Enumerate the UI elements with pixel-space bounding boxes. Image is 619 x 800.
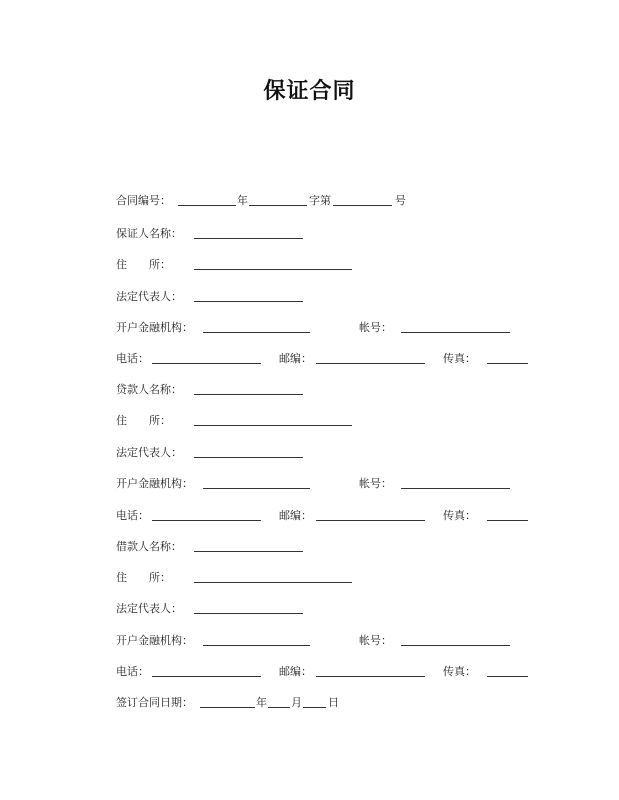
borrower-phone-label: 电话： — [116, 665, 149, 678]
contract-number-row — [0, 191, 619, 211]
lender-address-field[interactable] — [194, 425, 352, 426]
lender-bank-label: 开户金融机构： — [116, 477, 193, 490]
lender-postcode-field[interactable] — [316, 520, 425, 521]
borrower-address-label: 住 所： — [116, 571, 171, 584]
borrower-contact-row — [0, 662, 619, 682]
guarantor-account-label: 帐号： — [359, 321, 392, 334]
guarantor-bank-label: 开户金融机构： — [116, 321, 193, 334]
guarantor-phone-field[interactable] — [152, 363, 261, 364]
borrower-name-label: 借款人名称： — [116, 540, 182, 553]
guarantor-address-row — [0, 255, 619, 275]
lender-phone-label: 电话： — [116, 509, 149, 522]
borrower-postcode-label: 邮编： — [279, 665, 312, 678]
guarantor-fax-label: 传真： — [443, 352, 476, 365]
lender-bank-field[interactable] — [203, 488, 310, 489]
lender-bank-row — [0, 474, 619, 494]
signing-date-label: 签订合同日期： — [116, 696, 193, 709]
contract-number-year-field[interactable] — [178, 205, 236, 206]
lender-address-row — [0, 411, 619, 431]
signing-date-row — [0, 693, 619, 713]
lender-name-field[interactable] — [194, 394, 303, 395]
document-title: 保证合同 — [263, 78, 356, 104]
lender-name-label: 贷款人名称： — [116, 383, 182, 396]
signing-month-label: 月 — [291, 696, 302, 709]
lender-account-field[interactable] — [401, 488, 510, 489]
borrower-name-field[interactable] — [194, 551, 303, 552]
contract-number-no-field[interactable] — [333, 205, 392, 206]
signing-month-field[interactable] — [268, 707, 290, 708]
guarantor-bank-row — [0, 318, 619, 338]
guarantor-name-row — [0, 224, 619, 244]
guarantor-legal-rep-field[interactable] — [194, 301, 303, 302]
borrower-account-label: 帐号： — [359, 634, 392, 647]
borrower-postcode-field[interactable] — [316, 676, 425, 677]
char-label: 字第 — [309, 194, 331, 207]
borrower-bank-label: 开户金融机构： — [116, 634, 193, 647]
lender-account-label: 帐号： — [359, 477, 392, 490]
borrower-account-field[interactable] — [401, 645, 510, 646]
lender-name-row — [0, 380, 619, 400]
borrower-address-field[interactable] — [194, 582, 352, 583]
lender-fax-label: 传真： — [443, 509, 476, 522]
signing-year-label: 年 — [256, 696, 267, 709]
guarantor-phone-label: 电话： — [116, 352, 149, 365]
guarantor-account-field[interactable] — [401, 332, 510, 333]
borrower-fax-field[interactable] — [487, 676, 528, 677]
year-label: 年 — [237, 194, 248, 207]
guarantor-legal-rep-label: 法定代表人： — [116, 290, 182, 303]
borrower-legal-rep-field[interactable] — [194, 613, 303, 614]
signing-year-field[interactable] — [200, 707, 255, 708]
guarantor-name-field[interactable] — [194, 238, 303, 239]
borrower-bank-row — [0, 631, 619, 651]
lender-fax-field[interactable] — [487, 520, 528, 521]
signing-day-label: 日 — [328, 696, 339, 709]
borrower-fax-label: 传真： — [443, 665, 476, 678]
guarantor-name-label: 保证人名称： — [116, 227, 182, 240]
lender-legal-rep-field[interactable] — [194, 457, 303, 458]
guarantor-postcode-label: 邮编： — [279, 352, 312, 365]
lender-phone-field[interactable] — [152, 520, 261, 521]
borrower-name-row — [0, 537, 619, 557]
lender-legal-rep-row — [0, 443, 619, 463]
borrower-address-row — [0, 568, 619, 588]
lender-contact-row — [0, 506, 619, 526]
borrower-legal-rep-row — [0, 599, 619, 619]
lender-legal-rep-label: 法定代表人： — [116, 446, 182, 459]
borrower-phone-field[interactable] — [152, 676, 261, 677]
lender-address-label: 住 所： — [116, 414, 171, 427]
guarantor-contact-row — [0, 349, 619, 369]
guarantor-address-field[interactable] — [194, 269, 352, 270]
signing-day-field[interactable] — [303, 707, 326, 708]
guarantor-fax-field[interactable] — [487, 363, 528, 364]
guarantor-postcode-field[interactable] — [316, 363, 425, 364]
guarantor-bank-field[interactable] — [203, 332, 310, 333]
guarantor-legal-rep-row — [0, 287, 619, 307]
guarantor-address-label: 住 所： — [116, 258, 171, 271]
no-label: 号 — [395, 194, 406, 207]
contract-number-label: 合同编号： — [116, 194, 171, 207]
contract-number-char-field[interactable] — [249, 205, 307, 206]
borrower-legal-rep-label: 法定代表人： — [116, 602, 182, 615]
borrower-bank-field[interactable] — [203, 645, 310, 646]
lender-postcode-label: 邮编： — [279, 509, 312, 522]
